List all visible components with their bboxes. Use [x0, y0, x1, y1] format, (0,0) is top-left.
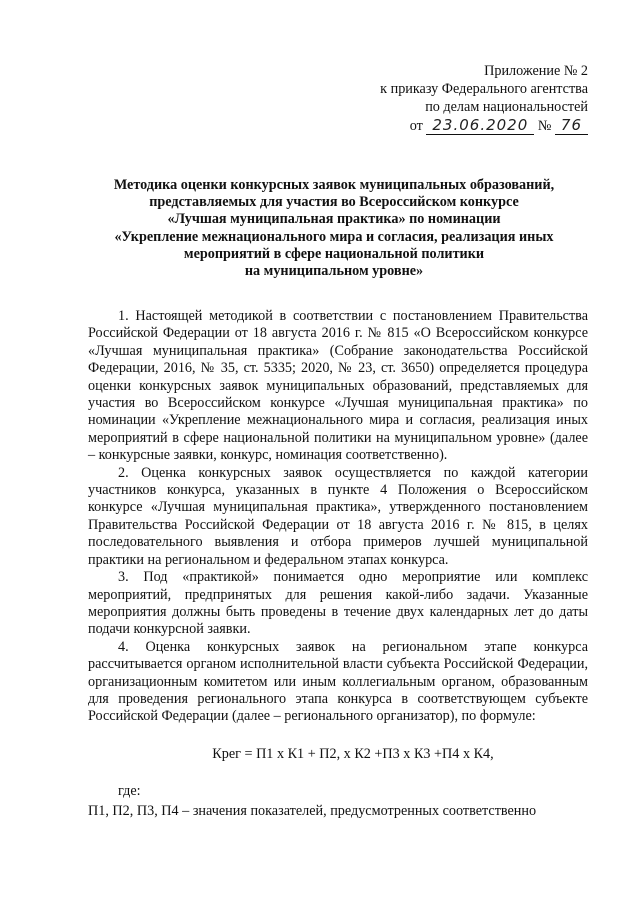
title-line: мероприятий в сфере национальной политики: [183, 245, 485, 262]
indicators-line: П1, П2, П3, П4 – значения показателей, предусмотренных соответственно: [88, 802, 537, 819]
handwritten-date: 23.06.2020: [426, 116, 534, 135]
title-line: «Лучшая муниципальная практика» по номинации: [167, 211, 501, 228]
title-line: «Укрепление межнационального мира и согласия, реализация иных: [114, 228, 554, 245]
number-label: №: [537, 118, 552, 134]
document-body: [88, 308, 588, 820]
appendix-number: Приложение № 2: [484, 63, 588, 79]
formula: Крег = П1 х К1 + П2, х К2 +П3 х К3 +П4 х К4,: [212, 745, 494, 762]
from-label: от: [409, 118, 423, 134]
title-line: представляемых для участия во Всероссийском конкурсе: [149, 194, 519, 211]
document-title: [88, 177, 580, 280]
appendix-header: [328, 62, 588, 135]
paragraph-1: 1. Настоящей методикой в соответствии с постановлением Правительства Российской Федерации от 18 августа 2016 г. № 815 «О Всероссийском конкурсе «Лучшая муниципальная практика» (Собрание законодательства Российской Федерации, 2016, № 35, ст. 5335; 2020, № 23, ст. 3650) определяется процедура оценки конкурсных заявок муниципальных образований, представляемых для участия во Всероссийском конкурсе «Лучшая муниципальная практика» по номинации «Укрепление межнационального мира и согласия, реализация иных мероприятий в сфере национальной политики на муниципальном уровне» (далее – конкурсные заявки, конкурс, номинация соответственно).: [88, 308, 588, 464]
where-label: где:: [118, 783, 141, 800]
title-line: на муниципальном уровне»: [244, 263, 424, 280]
title-line: Методика оценки конкурсных заявок муниципальных образований,: [113, 177, 555, 193]
paragraph-2: 2. Оценка конкурсных заявок осуществляется по каждой категории участников конкурса, указанных в пункте 4 Положения о Всероссийском конкурсе «Лучшая муниципальная практика», утвержденного постановлением Правительства Российской Федерации от 18 августа 2016 г. № 815, в целях последовательного выявления и отбора примеров лучшей муниципальной практики на региональном и федеральном этапах конкурса.: [88, 464, 588, 568]
appendix-date-line: [328, 116, 588, 135]
appendix-agency: по делам национальностей: [425, 99, 588, 115]
handwritten-number: 76: [555, 116, 588, 135]
paragraph-3: 3. Под «практикой» понимается одно мероприятие или комплекс мероприятий, предпринятых для решения какой-либо задачи. Указанные мероприятия должны быть проведены в течение двух календарных лет до даты подачи конкурсной заявки.: [88, 569, 588, 638]
paragraph-4: 4. Оценка конкурсных заявок на региональном этапе конкурса рассчитывается органом исполнительной власти субъекта Российской Федерации, организационным комитетом или иным коллегиальным органом, образованным для проведения регионального этапа конкурса в соответствующем субъекте Российской Федерации (далее – регионального организатор), по формуле:: [88, 638, 588, 725]
appendix-order-ref: к приказу Федерального агентства: [380, 81, 588, 97]
